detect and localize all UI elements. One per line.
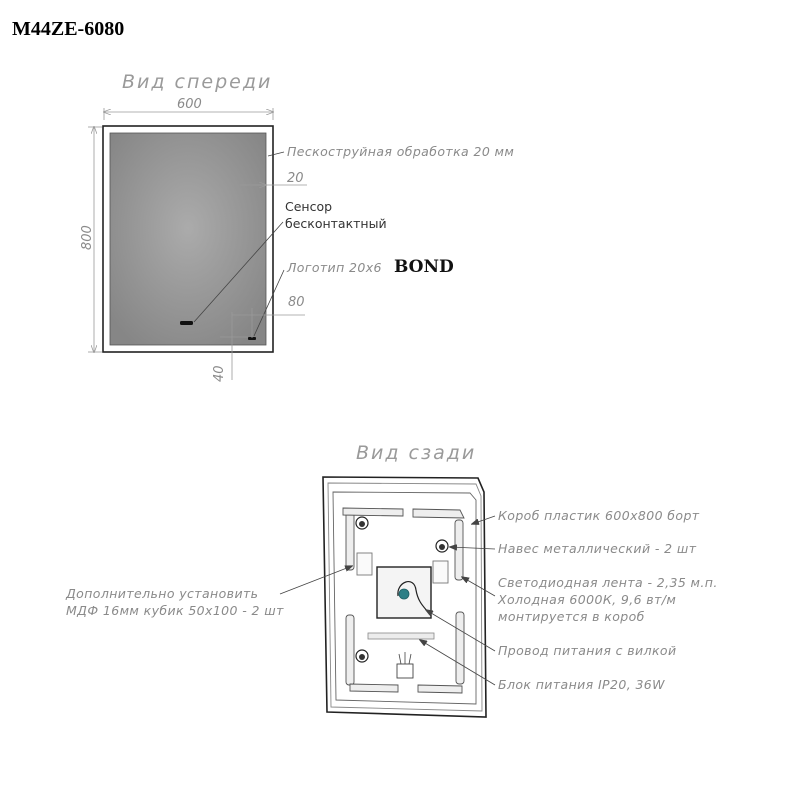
led-segment-right-top — [455, 520, 463, 580]
front-view — [80, 71, 514, 382]
mdf-label-line1: Дополнительно установить — [66, 586, 259, 601]
back-view — [65, 442, 718, 717]
width-dim: 600 — [177, 97, 202, 112]
hanger-label: Навес металлический - 2 шт — [498, 541, 697, 556]
sandblast-label: Пескоструйная обработка 20 мм — [287, 144, 515, 159]
logo-offset-bottom: 40 — [212, 365, 227, 382]
power-supply — [368, 633, 434, 639]
psu-label: Блок питания IP20, 36W — [498, 677, 665, 692]
logo-brand: BOND — [394, 257, 454, 277]
led-segment-left-bottom — [346, 615, 354, 685]
led-label-line1: Светодиодная лента - 2,35 м.п. — [498, 575, 718, 590]
sensor-label-line1: Сенсор — [285, 199, 333, 214]
model-title: M44ZE-6080 — [12, 18, 125, 40]
led-segment-top-left — [343, 508, 403, 516]
cable-label: Провод питания с вилкой — [498, 643, 677, 658]
led-segment-top-right — [413, 509, 464, 518]
sandblast-dim: 20 — [287, 171, 304, 186]
mdf-cube-left — [357, 553, 372, 575]
led-segment-bottom-right — [418, 685, 462, 693]
junction-block — [397, 664, 413, 678]
logo-offset-right: 80 — [288, 295, 305, 310]
logo-label: Логотип 20х6 — [287, 260, 382, 275]
led-segment-left-top — [346, 512, 354, 570]
height-dim: 800 — [80, 225, 95, 250]
front-view-title: Вид спереди — [122, 71, 273, 93]
led-label-line2: Холодная 6000К, 9,6 вт/м — [498, 592, 677, 607]
led-label-line3: монтируется в короб — [498, 609, 645, 624]
sensor-mark — [180, 321, 193, 325]
cable-plug — [399, 589, 409, 599]
hanger-top-right — [436, 540, 448, 552]
hanger-bottom-left — [356, 650, 368, 662]
back-view-title: Вид сзади — [356, 442, 477, 464]
hanger-top-left — [356, 517, 368, 529]
led-segment-right-bottom — [456, 612, 464, 684]
mirror-glass — [110, 133, 266, 345]
mdf-cube-right — [433, 561, 448, 583]
box-label: Короб пластик 600х800 борт — [498, 508, 700, 523]
led-segment-bottom-left — [350, 684, 398, 692]
mdf-label-line2: МДФ 16мм кубик 50х100 - 2 шт — [66, 603, 284, 618]
sensor-label-line2: бесконтактный — [285, 216, 387, 231]
